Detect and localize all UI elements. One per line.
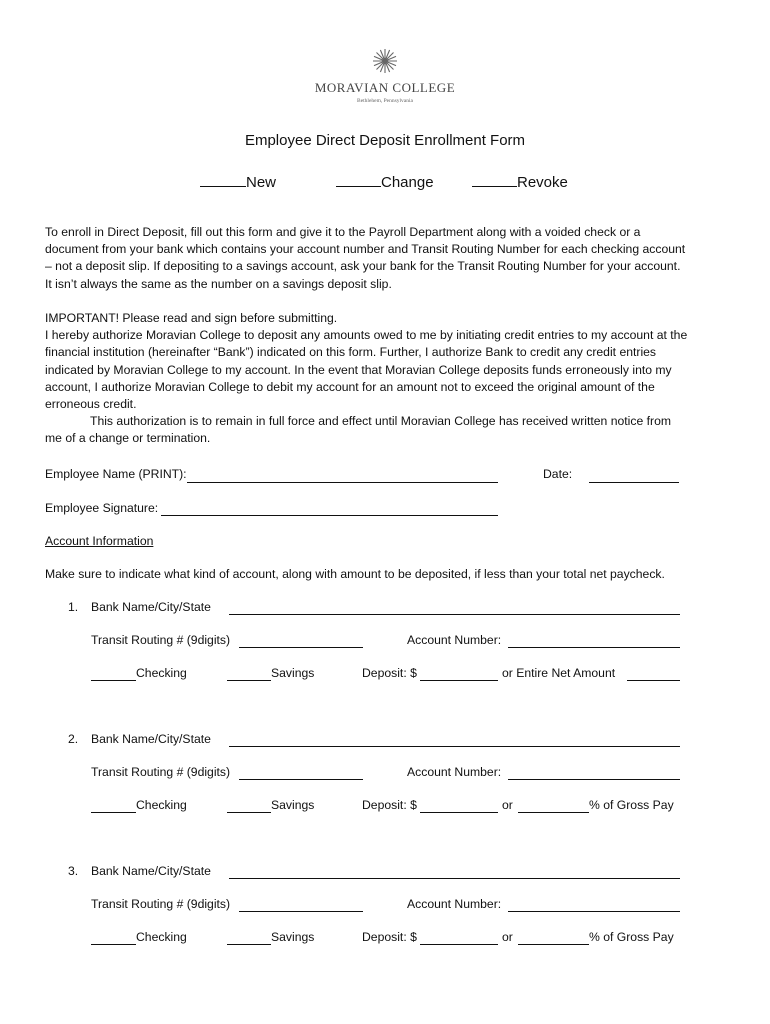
routing-field[interactable] (239, 779, 363, 780)
checking-blank[interactable] (91, 944, 136, 945)
date-label: Date: (543, 467, 573, 481)
date-field[interactable] (589, 482, 679, 483)
signature-label: Employee Signature: (45, 501, 159, 515)
account-num-field[interactable] (508, 779, 680, 780)
bank-name-label: Bank Name/City/State (91, 600, 211, 614)
bank-name-label: Bank Name/City/State (91, 732, 211, 746)
deposit-label: Deposit: $ (362, 798, 417, 812)
account-num-field[interactable] (508, 647, 680, 648)
intro-line: document from your bank which contains your account number and Transit Routing Number for each checking account (45, 242, 686, 257)
checking-label: Checking (136, 666, 187, 680)
new-blank[interactable] (200, 172, 246, 187)
account-num-label: Account Number: (407, 897, 502, 911)
authorization-line: account, I authorize Moravian College to debit my account for an amount not to exceed the original amount of the (45, 379, 655, 394)
deposit-amount-field[interactable] (420, 812, 498, 813)
form-title: Employee Direct Deposit Enrollment Form (244, 132, 526, 149)
authorization-line: I hereby authorize Moravian College to deposit any amounts owed to me by initiating credit entries to my account at the (45, 328, 688, 343)
option-new-label: New (246, 174, 277, 191)
intro-paragraph (45, 224, 735, 293)
deposit-amount-field[interactable] (420, 680, 498, 681)
option-revoke-label: Revoke (517, 174, 568, 191)
authorization-line: financial institution (hereinafter “Bank”) indicated on this form. Further, I authorize Bank to credit any credit entries (45, 345, 657, 360)
bank-name-field[interactable] (229, 746, 680, 747)
checking-label: Checking (136, 930, 187, 944)
deposit-label: Deposit: $ (362, 930, 417, 944)
college-name: MORAVIAN COLLEGE (314, 80, 456, 95)
routing-label: Transit Routing # (9digits) (91, 633, 231, 647)
checking-blank[interactable] (91, 680, 136, 681)
option-revoke[interactable] (472, 172, 568, 191)
college-location: Bethlehem, Pennsylvania (357, 98, 413, 104)
employee-name-field[interactable] (187, 482, 498, 483)
important-notice: IMPORTANT! Please read and sign before submitting. (45, 311, 338, 325)
routing-field[interactable] (239, 911, 363, 912)
account-number-label: 2. (68, 732, 79, 746)
savings-blank[interactable] (227, 944, 271, 945)
checking-blank[interactable] (91, 812, 136, 813)
account-num-label: Account Number: (407, 765, 502, 779)
authorization-line: This authorization is to remain in full force and effect until Moravian College has received written notice from (90, 414, 671, 429)
change-blank[interactable] (336, 172, 381, 187)
authorization-line: erroneous credit. (45, 397, 137, 412)
option-change[interactable] (336, 172, 434, 191)
or-label: or (502, 798, 513, 812)
bank-name-field[interactable] (229, 878, 680, 879)
savings-label: Savings (271, 798, 315, 812)
bank-name-field[interactable] (229, 614, 680, 615)
savings-label: Savings (271, 930, 315, 944)
authorization-line: indicated by Moravian College to my account. In the event that Moravian College deposits funds erroneously into my (45, 362, 672, 377)
routing-field[interactable] (239, 647, 363, 648)
routing-label: Transit Routing # (9digits) (91, 765, 231, 779)
account-number-label: 3. (68, 864, 79, 878)
intro-line: It isn’t always the same as the number on a savings deposit slip. (45, 276, 392, 291)
routing-label: Transit Routing # (9digits) (91, 897, 231, 911)
gross-pay-percent-field[interactable] (518, 812, 589, 813)
star-emblem-icon (372, 48, 398, 74)
signature-field[interactable] (161, 515, 498, 516)
deposit-label: Deposit: $ (362, 666, 417, 680)
account-num-label: Account Number: (407, 633, 502, 647)
employee-name-label: Employee Name (PRINT): (45, 467, 187, 481)
gross-pay-percent-field[interactable] (518, 944, 589, 945)
revoke-blank[interactable] (472, 172, 517, 187)
account-instruction: Make sure to indicate what kind of account, along with amount to be deposited, if less than your total net paycheck. (45, 567, 665, 581)
college-logo (300, 48, 470, 104)
option-new[interactable] (200, 172, 276, 191)
entire-net-field[interactable] (627, 680, 680, 681)
gross-pay-label: % of Gross Pay (589, 798, 674, 812)
or-label: or (502, 930, 513, 944)
intro-line: To enroll in Direct Deposit, fill out this form and give it to the Payroll Department along with a voided check or a (45, 225, 641, 239)
account-num-field[interactable] (508, 911, 680, 912)
authorization-paragraph (45, 310, 735, 448)
account-number-label: 1. (68, 600, 79, 614)
deposit-amount-field[interactable] (420, 944, 498, 945)
savings-blank[interactable] (227, 680, 271, 681)
authorization-line: me of a change or termination. (45, 431, 211, 446)
intro-line: – not a deposit slip. If depositing to a savings account, ask your bank for the Transit Routing Number for your account. (45, 259, 681, 274)
bank-name-label: Bank Name/City/State (91, 864, 211, 878)
entire-net-label: or Entire Net Amount (502, 666, 616, 680)
gross-pay-label: % of Gross Pay (589, 930, 674, 944)
account-info-heading: Account Information (45, 534, 154, 548)
savings-label: Savings (271, 666, 315, 680)
option-change-label: Change (381, 174, 434, 191)
checking-label: Checking (136, 798, 187, 812)
savings-blank[interactable] (227, 812, 271, 813)
